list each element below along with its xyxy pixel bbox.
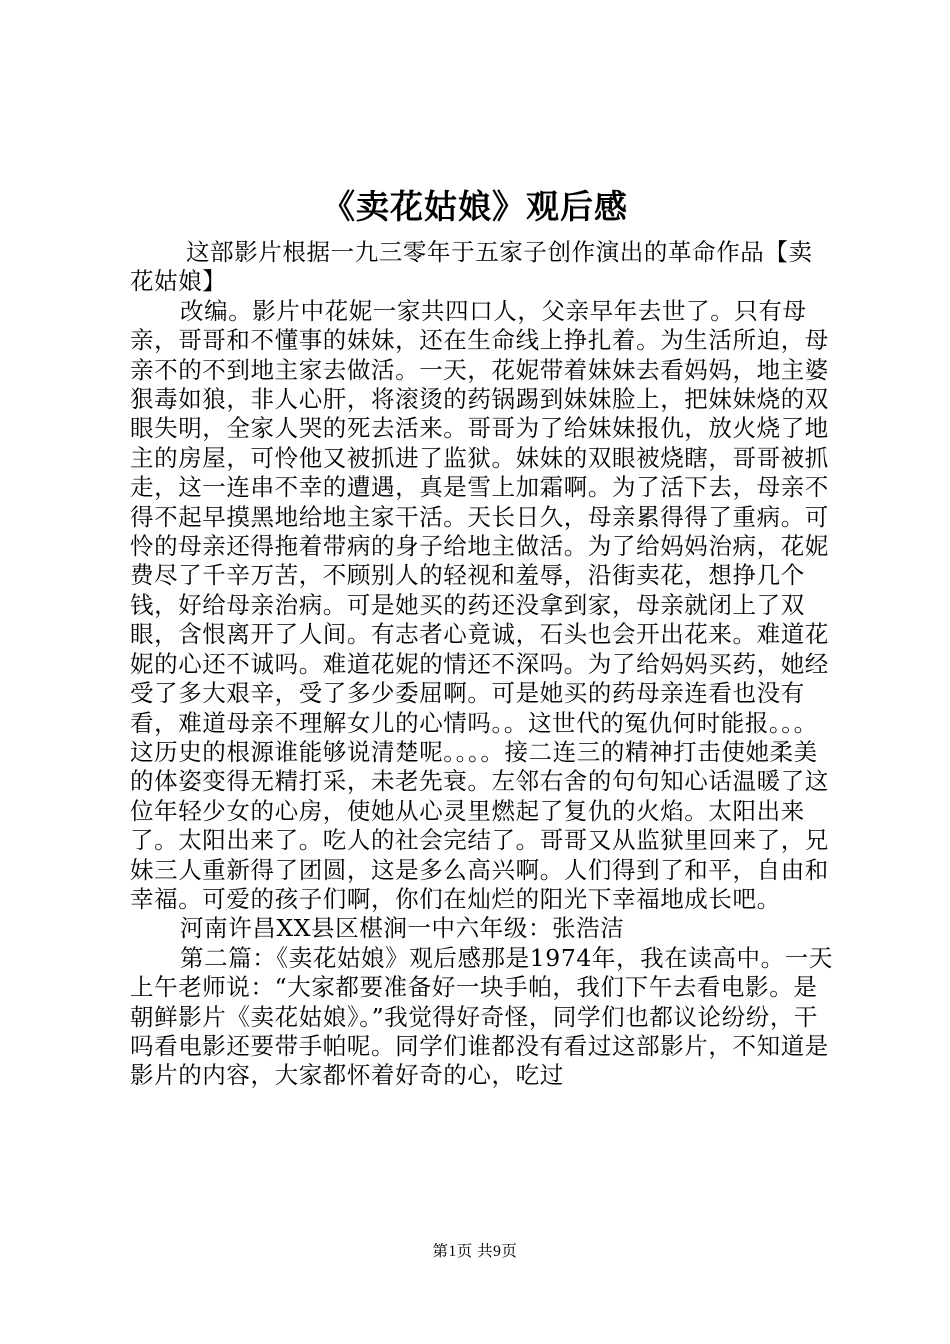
document-title: 《卖花姑娘》观后感 bbox=[322, 187, 628, 226]
document-body bbox=[130, 238, 835, 1091]
paragraph-intro: 这部影片根据一九三零年于五家子创作演出的革命作品【卖花姑娘】 bbox=[130, 238, 813, 296]
paragraph-second-article: 第二篇：《卖花姑娘》观后感那是1974年，我在读高中。一天上午老师说：“大家都要准备好一块手帕，我们下午去看电影。是朝鲜影片《卖花姑娘》。”我觉得好奇怪，同学们也都议论纷纷，干吗看电影还要带手帕呢。同学们谁都没有看过这部影片，不知道是影片的内容，大家都怀着好奇的心，吃过 bbox=[130, 943, 833, 1090]
page-footer: 第1页 共9页 bbox=[432, 1243, 518, 1260]
paragraph-story: 改编。影片中花妮一家共四口人，父亲早年去世了。只有母亲，哥哥和不懂事的妹妹，还在生命线上挣扎着。为生活所迫，母亲不的不到地主家去做活。一天，花妮带着妹妹去看妈妈，地主婆狠毒如狼，非人心肝，将滚烫的药锅踢到妹妹脸上，把妹妹烧的双眼失明，全家人哭的死去活来。哥哥为了给妹妹报仇，放火烧了地主的房屋，可怜他又被抓进了监狱。妹妹的双眼被烧瞎，哥哥被抓走，这一连串不幸的遭遇，真是雪上加霜啊。为了活下去，母亲不得不起早摸黑地给地主家干活。天长日久，母亲累得得了重病。可怜的母亲还得拖着带病的身子给地主做活。为了给妈妈治病，花妮费尽了千辛万苦，不顾别人的轻视和羞辱，沿街卖花，想挣几个钱，好给母亲治病。可是她买的药还没拿到家，母亲就闭上了双眼，含恨离开了人间。有志者心竟诚，石头也会开出花来。难道花妮的心还不诚吗。难道花妮的情还不深吗。为了给妈妈买药，她经受了多大艰辛，受了多少委屈啊。可是她买的药母亲连看也没有看，难道母亲不理解女儿的心情吗。。这世代的冤仇何时能报。。。这历史的根源谁能够说清楚呢。。。。接二连三的精神打击使她柔美的体姿变得无精打采，未老先衰。左邻右舍的句句知心话温暖了这位年轻少女的心房，使她从心灵里燃起了复仇的火焰。太阳出来了。太阳出来了。吃人的社会完结了。哥哥又从监狱里回来了，兄妹三人重新得了团圆，这是多么高兴啊。人们得到了和平，自由和幸福。可爱的孩子们啊，你们在灿烂的阳光下幸福地成长吧。 bbox=[130, 296, 829, 913]
paragraph-author: 河南许昌XX县区椹涧一中六年级：张浩洁 bbox=[180, 914, 625, 943]
